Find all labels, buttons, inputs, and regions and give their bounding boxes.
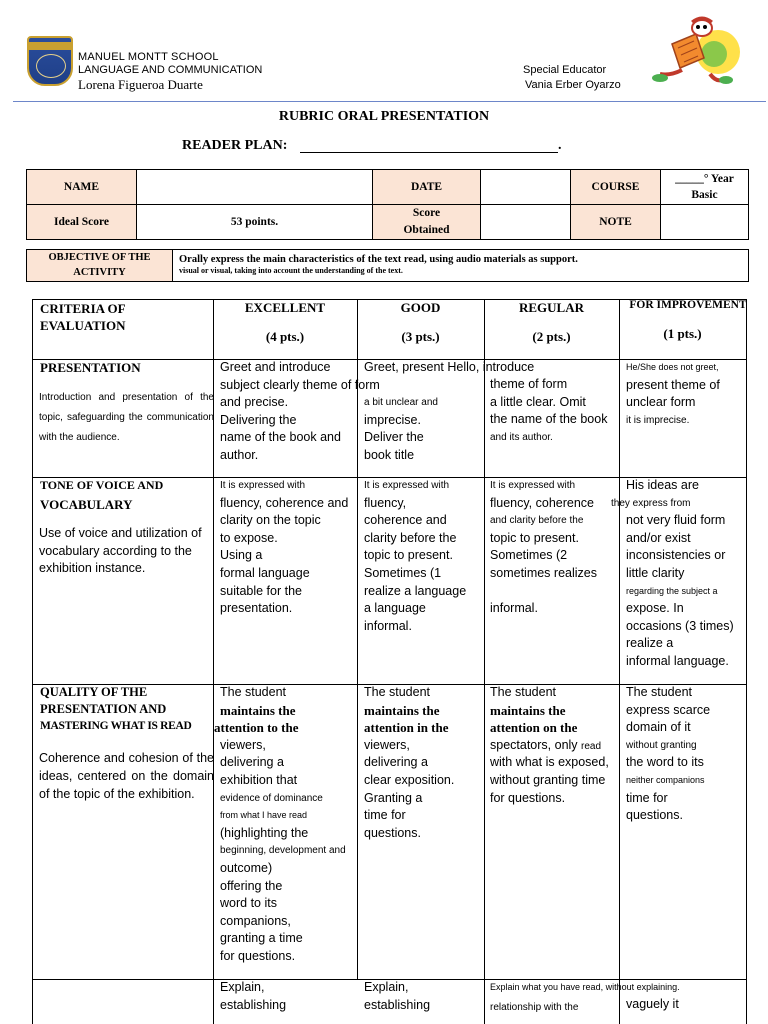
- last-row-excellent: Explain, establishing: [220, 980, 287, 1012]
- educator-role: Special Educator: [523, 64, 607, 76]
- quality-description: Coherence and cohesion of the ideas, centered on the domain of the topic of the exhibition.: [39, 751, 214, 801]
- score-obtained-field[interactable]: [481, 205, 571, 240]
- date-label: DATE: [373, 170, 481, 205]
- level-header-excellent: EXCELLENT (4 pts.): [244, 300, 326, 344]
- name-label: NAME: [27, 170, 137, 205]
- objective-text: Orally express the main characteristics of the text read, using audio materials as support. visual or visual, taking into account the understanding of the text.: [173, 250, 749, 282]
- note-field[interactable]: [661, 205, 749, 240]
- ideal-score-value: 53 points.: [137, 205, 373, 240]
- student-info-table: [26, 169, 749, 240]
- presentation-improvement: He/She does not greet, present theme of unclear form it is imprecise.: [626, 362, 720, 426]
- presentation-regular: theme of form a little clear. Omit the name of the book and its author.: [490, 377, 608, 443]
- last-row-good: Explain, establishing: [364, 980, 431, 1012]
- level-header-regular: REGULAR (2 pts.): [518, 300, 584, 344]
- reader-plan-blank-line: [300, 152, 558, 153]
- tone-improvement: His ideas are they express from not very fluid form and/or exist inconsistencies or little clarity regarding the subject a expose. In occasions (3 times) realize a informal language.: [611, 478, 734, 668]
- quality-improvement: The student express scarce domain of it without granting the word to its neither companions time for questions.: [626, 685, 711, 823]
- objective-table: [26, 249, 749, 282]
- date-field[interactable]: [481, 170, 571, 205]
- educator-name: Vania Erber Oyarzo: [525, 79, 621, 91]
- course-year-blank: _____° Year: [675, 173, 734, 185]
- presentation-title: PRESENTATION: [40, 360, 141, 375]
- level-header-good: GOOD (3 pts.): [400, 300, 441, 344]
- header-divider: [13, 101, 766, 102]
- presentation-good: Greet, present Hello, introduce a bit unclear and imprecise. Deliver the book title: [364, 360, 535, 462]
- presentation-description: Introduction and presentation of the topic, safeguarding the communication with the audience.: [39, 392, 214, 443]
- quality-excellent: The student maintains the attention to the viewers, delivering a exhibition that evidence of dominance from what I have read (highlighting the beginning, development and outcome) offering the word to its companions, granting a time for questions.: [214, 685, 346, 963]
- course-field[interactable]: [661, 170, 749, 205]
- reader-plan-end: .: [558, 138, 562, 153]
- cartoon-mascot-icon: [652, 14, 744, 88]
- quality-good: The student maintains the attention in the viewers, delivering a clear exposition. Granting a time for questions.: [364, 685, 455, 840]
- tone-good: It is expressed with fluency, coherence and clarity before the topic to present. Sometimes (1 realize a language a language informal.: [364, 480, 467, 633]
- note-label: NOTE: [571, 205, 661, 240]
- presentation-excellent: Greet and introduce subject clearly theme of form and precise. Delivering the name of the book and author.: [220, 360, 380, 462]
- last-row-regular: Explain what you have read, without explaining. relationship with the: [490, 982, 680, 1013]
- tone-regular: It is expressed with fluency, coherence and clarity before the topic to present. Sometimes (2 sometimes realizes informal.: [490, 480, 597, 616]
- tone-excellent: It is expressed with fluency, coherence and clarity on the topic to expose. Using a formal language suitable for the presentation.: [220, 480, 349, 616]
- last-row-improvement: vaguely it: [626, 997, 679, 1011]
- course-basic: Basic: [691, 189, 718, 201]
- objective-label: OBJECTIVE OF THE ACTIVITY: [27, 250, 173, 282]
- department-name: LANGUAGE AND COMMUNICATION: [78, 64, 263, 76]
- course-label: COURSE: [571, 170, 661, 205]
- ideal-score-label: Ideal Score: [27, 205, 137, 240]
- name-field[interactable]: [137, 170, 373, 205]
- teacher-name: Lorena Figueroa Duarte: [78, 77, 203, 92]
- tone-title: TONE OF VOICE AND VOCABULARY: [40, 478, 164, 512]
- tone-description: Use of voice and utilization of vocabulary according to the exhibition instance.: [39, 526, 202, 576]
- quality-regular: The student maintains the attention on the spectators, only read with what is exposed, without granting time for questions.: [490, 685, 609, 805]
- level-header-improvement: FOR IMPROVEMENT (1 pts.): [629, 299, 747, 341]
- quality-title: QUALITY OF THE PRESENTATION AND MASTERING WHAT IS READ: [40, 685, 192, 732]
- criteria-header: CRITERIA OF EVALUATION: [40, 301, 126, 333]
- score-obtained-label: Score Obtained: [373, 205, 481, 240]
- document-title: RUBRIC ORAL PRESENTATION: [278, 109, 490, 124]
- reader-plan-label: READER PLAN:: [182, 138, 288, 153]
- school-crest-logo: [27, 36, 73, 86]
- school-name: MANUEL MONTT SCHOOL: [78, 51, 219, 63]
